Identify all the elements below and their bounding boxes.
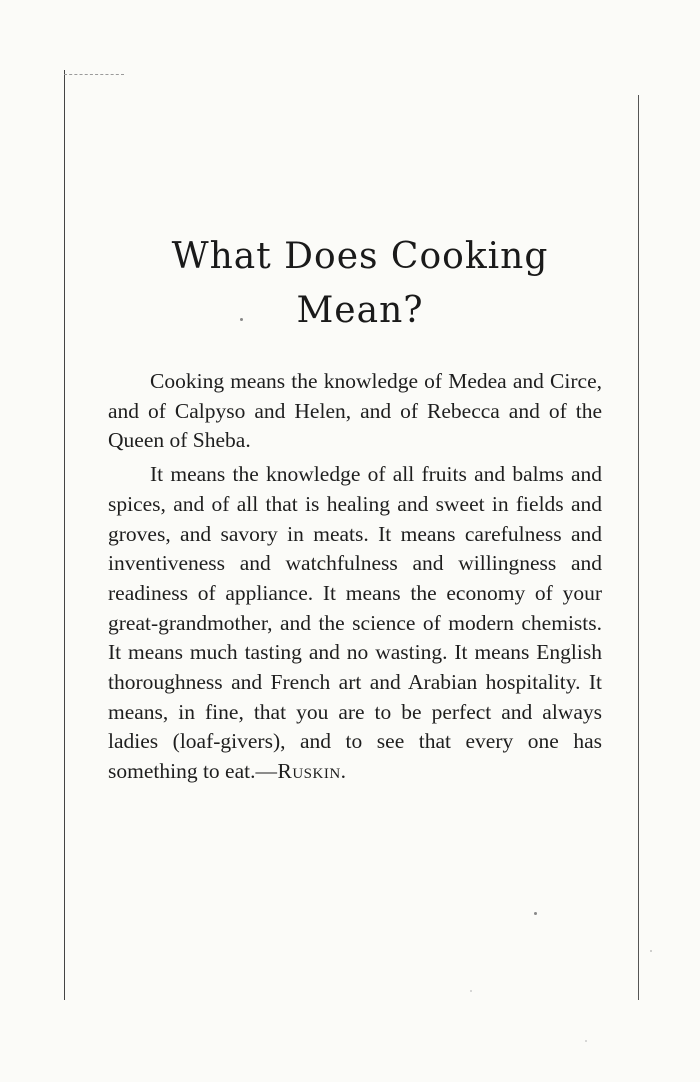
paragraph-2-text: It means the knowledge of all fruits and balms and spices, and of all that is healing and sweet in fields and groves, and savory in meats. It means carefulness and inventiveness and watchfulness and willingness and readiness of appliance. It means the economy of your great-grandmother, and the science of modern chemists. It means much tasting and no wasting. It means English thoroughness and French art and Arabian hospitality. It means, in fine, that you are to be perfect and always ladies (loaf-givers), and to see that every one has something to eat. bbox=[108, 462, 602, 784]
print-speck bbox=[470, 990, 472, 992]
print-speck bbox=[240, 318, 243, 321]
print-speck bbox=[585, 1040, 587, 1042]
paragraph-2 bbox=[108, 460, 602, 787]
page-title-line-1: What Does Cooking bbox=[171, 236, 549, 277]
page-title-line-2: Mean? bbox=[296, 290, 424, 331]
left-margin-rule bbox=[64, 70, 65, 1000]
body-text bbox=[108, 367, 602, 787]
print-speck bbox=[534, 912, 537, 915]
right-margin-rule bbox=[638, 95, 639, 1000]
paragraph-1: Cooking means the knowledge of Medea and Circe, and of Calpyso and Helen, and of Rebecca and of the Queen of Sheba. bbox=[108, 369, 602, 453]
print-speck bbox=[650, 950, 652, 952]
attribution: —Ruskin. bbox=[255, 759, 347, 784]
top-margin-rule bbox=[64, 74, 124, 75]
